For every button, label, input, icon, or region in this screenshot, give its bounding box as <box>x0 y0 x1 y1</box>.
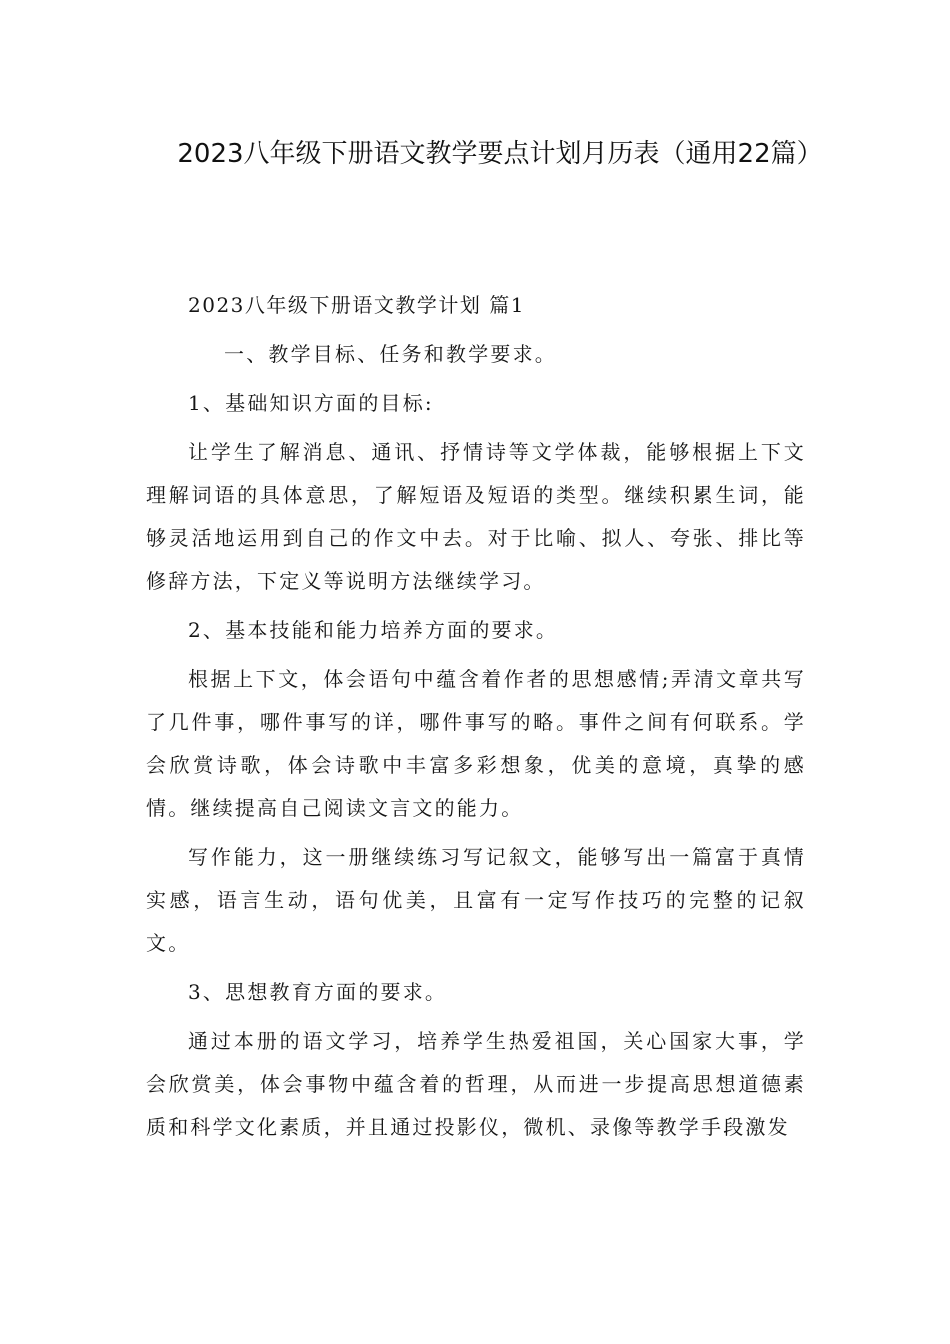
subsection-heading: 2、基本技能和能力培养方面的要求。 <box>188 618 559 642</box>
subsection-heading: 1、基础知识方面的目标: <box>188 391 434 415</box>
paragraph: 让学生了解消息、通讯、抒情诗等文学体裁，能够根据上下文理解词语的具体意思，了解短语及短语的类型。继续积累生词，能够灵活地运用到自己的作文中去。对于比喻、拟人、夸张、排比等修辞方法，下定义等说明方法继续学习。 <box>146 440 806 593</box>
paragraph: 根据上下文，体会语句中蕴含着作者的思想感情;弄清文章共写了几件事，哪件事写的详，哪件事写的略。事件之间有何联系。学会欣赏诗歌，体会诗歌中丰富多彩想象，优美的意境，真挚的感情。继续提高自己阅读文言文的能力。 <box>146 667 806 820</box>
subsection-heading: 3、思想教育方面的要求。 <box>188 980 448 1004</box>
document-body <box>146 284 806 1155</box>
section-heading: 2023八年级下册语文教学计划 篇1 <box>188 293 525 317</box>
section-heading: 一、教学目标、任务和教学要求。 <box>224 342 557 366</box>
paragraph: 写作能力，这一册继续练习写记叙文，能够写出一篇富于真情实感，语言生动，语句优美，且富有一定写作技巧的完整的记叙文。 <box>146 845 806 955</box>
paragraph: 通过本册的语文学习，培养学生热爱祖国，关心国家大事，学会欣赏美，体会事物中蕴含着的哲理，从而进一步提高思想道德素质和科学文化素质，并且通过投影仪，微机、录像等教学手段激发 <box>146 1029 806 1139</box>
document-title: 2023八年级下册语文教学要点计划月历表（通用22篇） <box>177 139 823 169</box>
